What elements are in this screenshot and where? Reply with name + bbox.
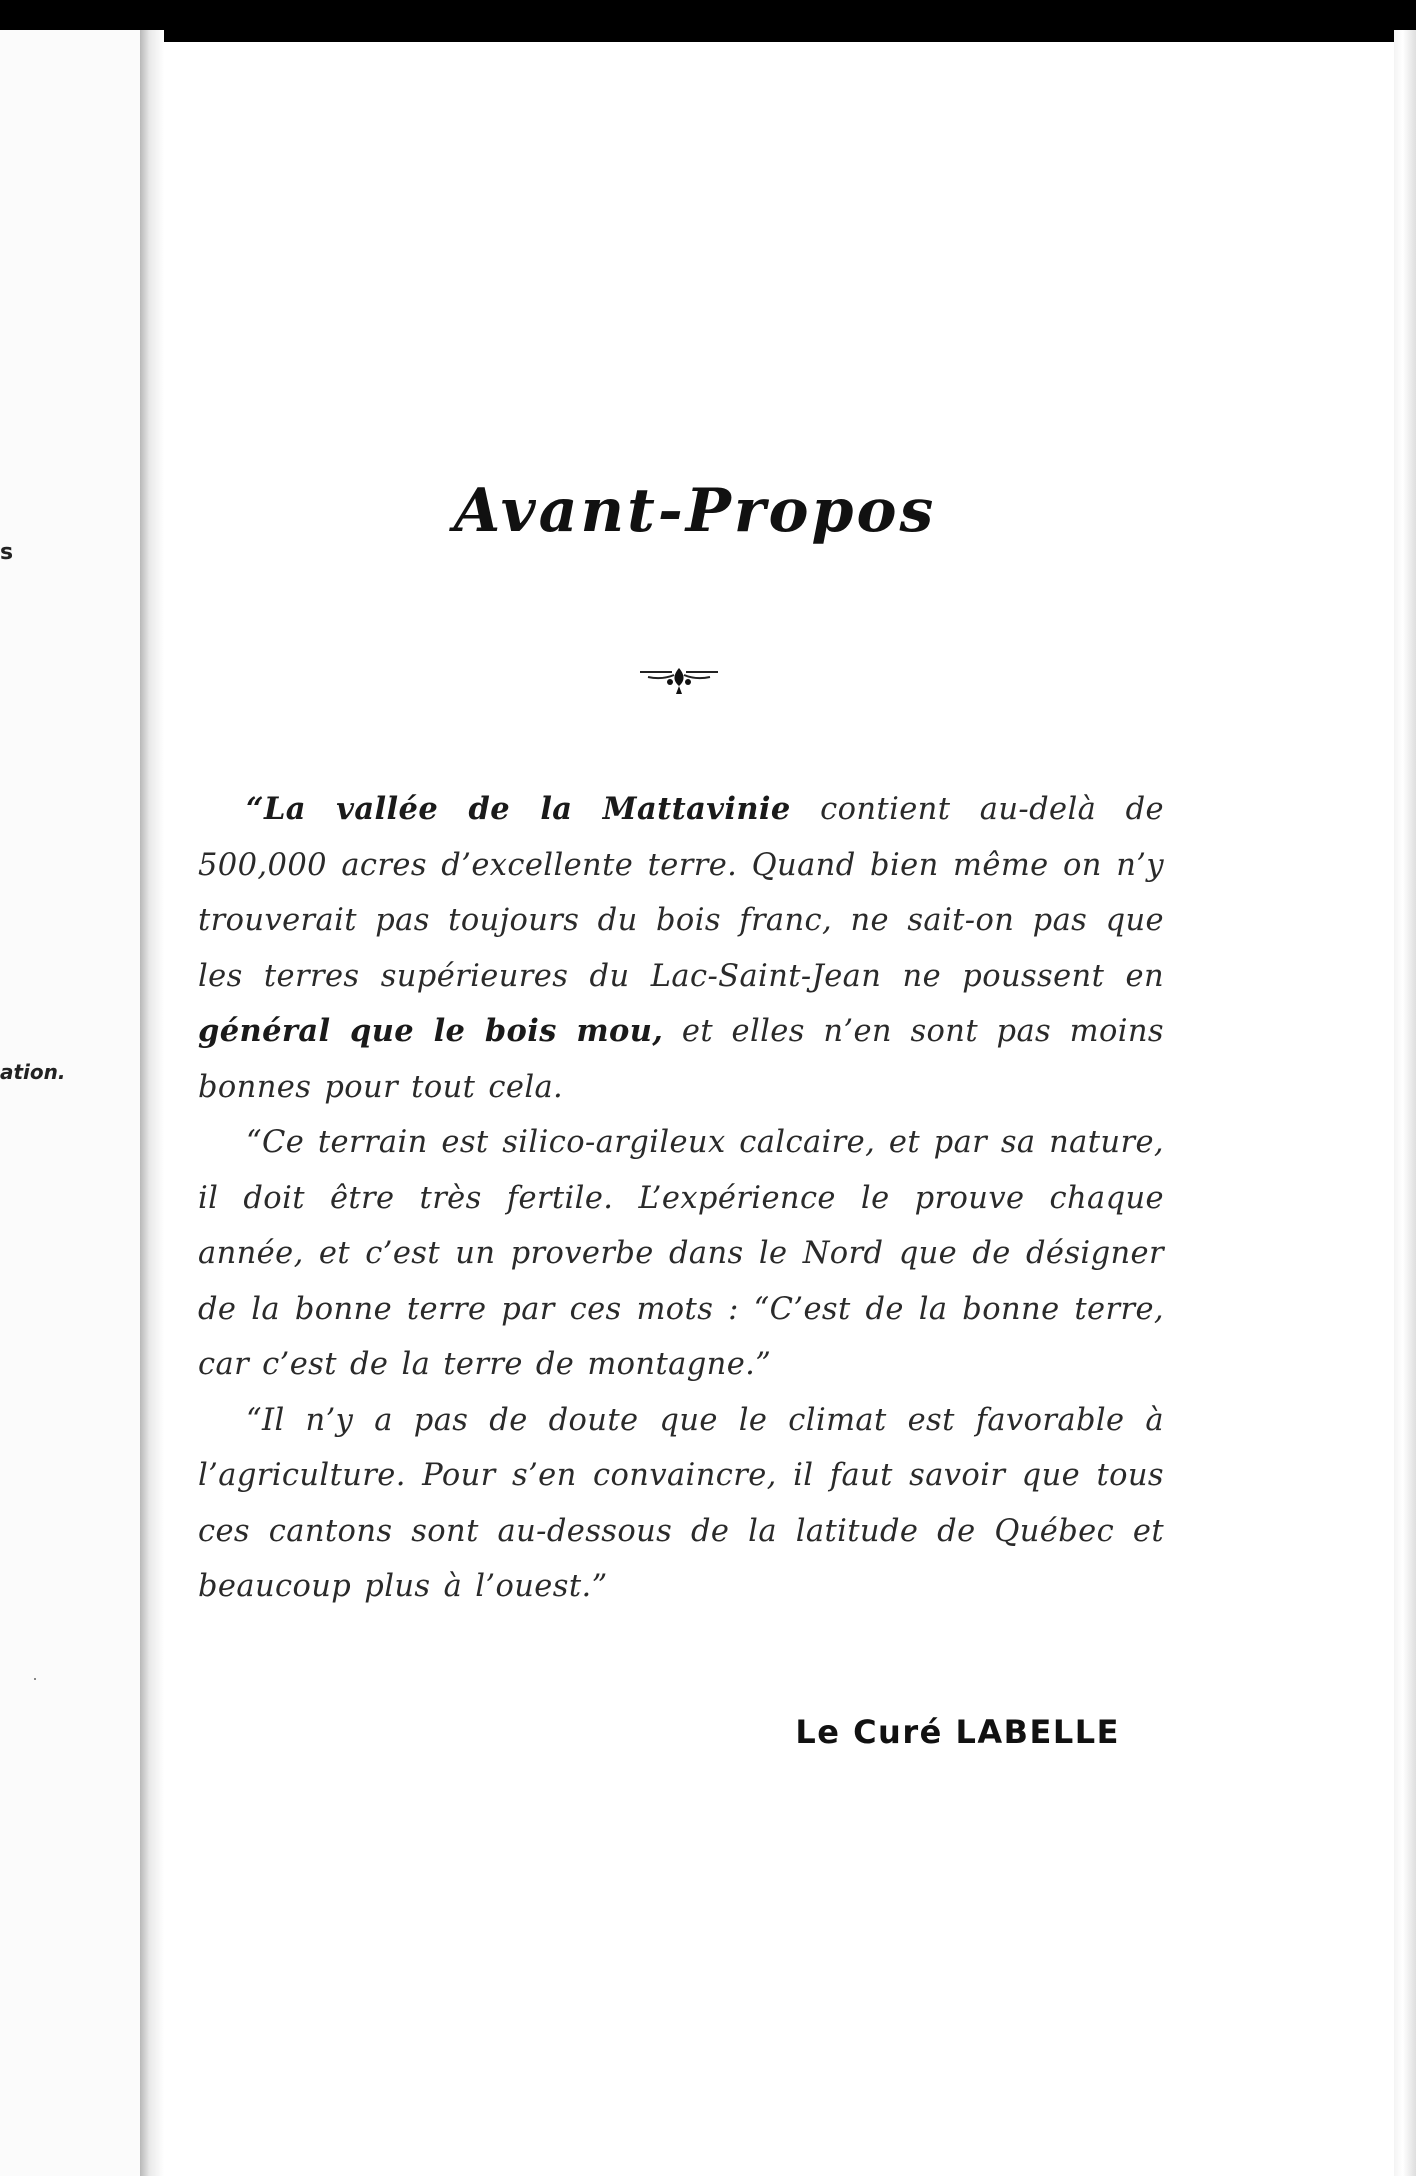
paragraph-3: “Il n’y a pas de doute que le climat est favorable à l’agriculture. Pour s’en convaincre, il faut savoir que tous ces cantons sont au-dessous de la latitude de Québec et beaucoup plus à l’ouest.” — [198, 1402, 1164, 1604]
dust-speck — [34, 1678, 36, 1680]
paragraph-2: “Ce terrain est silico-argileux calcaire, et par sa nature, il doit être très fertile. L’expérience le prouve chaque année, et c’est un proverbe dans le Nord que de désigner de la bonne terre par ces mots : “C’est de la bonne terre, car c’est de la terre de montagne.” — [198, 1125, 1164, 1382]
left-page-edge — [0, 30, 141, 2176]
page-fold-shadow — [140, 30, 164, 2176]
left-page-fragment-middle: ation. — [0, 1060, 66, 1084]
signature: Le Curé LABELLE — [795, 1713, 1120, 1751]
paragraph-tail: et elles n’en sont pas moins bonnes pour tout cela. — [198, 1014, 1164, 1105]
paragraph-text: contient au-delà de 500,000 acres d’excellente terre. Quand bien même on n’y trouverait pas toujours du bois franc, ne sait-on pas que les terres supérieures du Lac-Saint-Jean ne poussent en — [198, 792, 1164, 994]
left-page-fragment-top: s — [0, 540, 14, 565]
paragraph-1 — [198, 782, 1164, 1115]
right-page-edge — [1394, 30, 1416, 2176]
body-text — [198, 782, 1164, 1615]
paragraph-lead: “La vallée de la Mattavinie — [246, 791, 791, 827]
fleuron-ornament-icon — [638, 662, 720, 698]
paragraph-bold-phrase: général que le bois mou, — [198, 1013, 664, 1049]
page-title: Avant-Propos — [453, 476, 937, 546]
